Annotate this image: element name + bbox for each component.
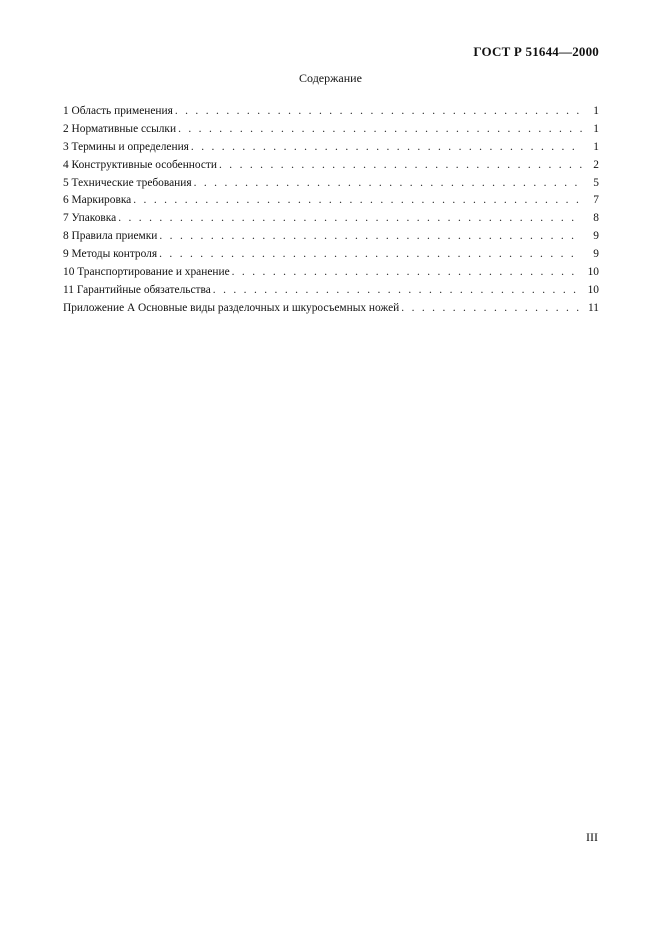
toc-entry-label: 6 Маркировка [63,194,132,207]
toc-dot-leader [159,246,582,264]
toc-dot-leader [118,210,582,228]
toc-entry-label: 5 Технические требования [63,176,192,189]
toc-entry[interactable] [63,157,599,175]
toc-entry[interactable] [63,210,599,228]
toc-entry-label: 3 Термины и определения [63,140,189,153]
toc-entry[interactable] [63,228,599,246]
toc-entry-label: 9 Методы контроля [63,248,158,261]
toc-entry[interactable] [63,192,599,210]
toc-entry[interactable] [63,246,599,264]
toc-entry-page: 11 [588,301,599,314]
toc-entry[interactable] [63,264,599,282]
toc-entry-label: Приложение А Основные виды разделочных и шкуросъемных ножей [63,301,400,314]
toc-dot-leader [194,175,582,193]
toc-entry-label: 1 Область применения [63,105,173,117]
toc-entry-page: 1 [593,105,599,117]
toc-entry-page: 1 [593,140,599,153]
page-number: III [586,830,598,844]
toc-dot-leader [191,139,582,157]
toc-entry[interactable] [63,175,599,193]
toc-title: Содержание [299,71,362,85]
table-of-contents [63,103,599,318]
toc-entry-page: 5 [593,176,599,189]
toc-dot-leader [232,264,582,282]
document-standard-header: ГОСТ Р 51644—2000 [473,44,599,59]
toc-entry[interactable] [63,103,599,121]
toc-dot-leader [178,121,582,139]
toc-entry-page: 7 [593,194,599,207]
toc-dot-leader [213,282,582,300]
toc-entry[interactable] [63,282,599,300]
toc-entry[interactable] [63,139,599,157]
toc-entry-label: 4 Конструктивные особенности [63,158,217,171]
toc-entry-label: 10 Транспортирование и хранение [63,266,230,279]
toc-entry-page: 10 [587,266,599,279]
toc-entry-page: 10 [587,283,599,296]
toc-entry-label: 8 Правила приемки [63,230,158,243]
toc-dot-leader [175,103,582,121]
toc-dot-leader [219,157,582,175]
toc-dot-leader [159,228,582,246]
toc-entry-label: 7 Упаковка [63,212,117,225]
toc-entry-page: 2 [593,158,599,171]
toc-entry-label: 11 Гарантийные обязательства [63,283,211,296]
toc-dot-leader [133,192,582,210]
toc-entry-label: 2 Нормативные ссылки [63,122,177,135]
toc-entry[interactable] [63,121,599,139]
toc-entry-page: 1 [593,122,599,135]
toc-entry-page: 8 [593,212,599,225]
toc-dot-leader [401,300,582,318]
toc-entry-page: 9 [593,248,599,261]
toc-entry-appendix[interactable] [63,300,599,318]
toc-entry-page: 9 [593,230,599,243]
